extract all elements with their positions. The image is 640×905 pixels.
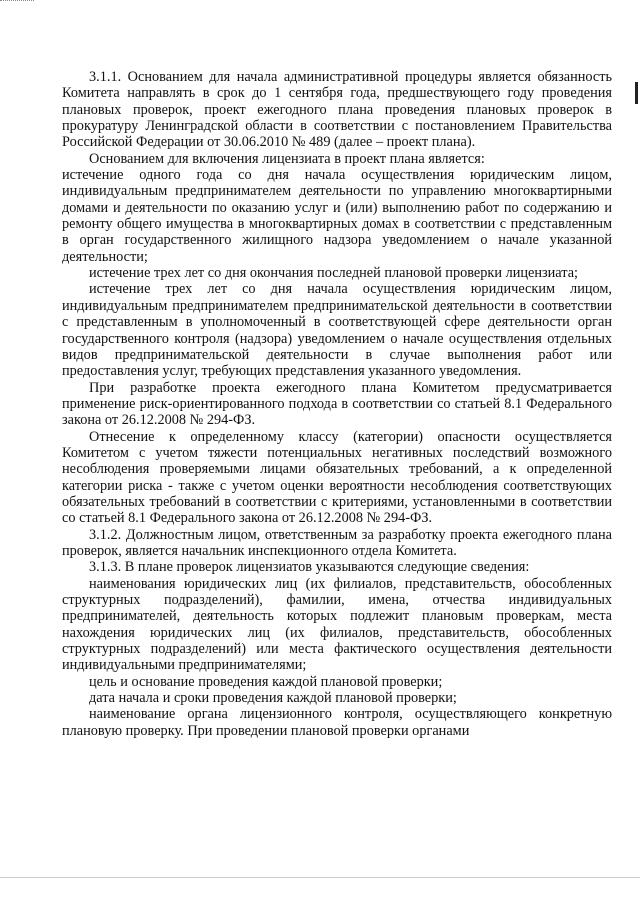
paragraph-ground-one-year: истечение одного года со дня начала осуществления юридическим лицом, индивидуальным предпринимателем деятельности по управлению многоквартирными домами и деятельности по оказанию услуг и (или) выполнению работ по содержанию и ремонту общего имущества в многоквартирных домах в соответствии с представленным в орган государственного жилищного надзора уведомлением о начале указанной деятельности; <box>62 167 612 265</box>
scan-edge-mark <box>635 82 638 104</box>
paragraph-3-1-3: 3.1.3. В плане проверок лицензиатов указываются следующие сведения: <box>89 559 530 576</box>
paragraph-ground-three-years-last-check: истечение трех лет со дня окончания последней плановой проверки лицензиата; <box>89 265 579 282</box>
paragraph-3-1-2: 3.1.2. Должностным лицом, ответственным за разработку проекта ежегодного плана проверок, является начальник инспекционного отдела Комитета. <box>62 526 612 559</box>
paragraph-risk-classification: Отнесение к определенному классу (категории) опасности осуществляется Комитетом с учетом тяжести потенциальных негативных последствий возможного несоблюдения проверяемыми лицами обязательных требований, а к определенной категории риска - также с учетом оценки вероятности несоблюдения соответствующих обязательных требований в соответствии с критериями, установленными в соответствии со статьей 8.1 Федерального закона от 26.12.2008 № 294-ФЗ. <box>62 428 612 527</box>
paragraph-risk-approach: При разработке проекта ежегодного плана Комитетом предусматривается применение риск-ориентированного подхода в соответствии со статьей 8.1 Федерального закона от 26.12.2008 № 294-ФЗ. <box>62 379 612 429</box>
page-bottom-rule <box>0 877 640 878</box>
scan-corner-mark <box>0 0 34 4</box>
document-page <box>62 69 612 739</box>
paragraph-grounds-intro: Основанием для включения лицензиата в проект плана является: <box>89 150 485 167</box>
paragraph-ground-three-years-activity: истечение трех лет со дня начала осуществления юридическим лицом, индивидуальным предпринимателем предпринимательской деятельности в соответствии с представленным в уполномоченный в соответствующей сфере деятельности орган государственного контроля (надзора) уведомлением о начале осуществления отдельных видов предпринимательской деятельности в случае выполнения работ или предоставления услуг, требующих представления указанного уведомления. <box>62 281 612 380</box>
paragraph-plan-dates: дата начала и сроки проведения каждой плановой проверки; <box>89 690 457 707</box>
paragraph-3-1-1: 3.1.1. Основанием для начала административной процедуры является обязанность Комитета направлять в срок до 1 сентября года, предшествующего году проведения плановых проверок, проект ежегодного плана проведения плановых проверок в прокуратуру Ленинградской области в соответствии с постановлением Правительства Российской Федерации от 30.06.2010 № 489 (далее – проект плана). <box>62 69 612 151</box>
paragraph-plan-names: наименования юридических лиц (их филиалов, представительств, обособленных структурных подразделений), фамилии, имена, отчества индивидуальных предпринимателей, деятельность которых подлежит плановым проверкам, места нахождения юридических лиц (их филиалов, представительств, обособленных структурных подразделений) или места фактического осуществления деятельности индивидуальными предпринимателями; <box>62 575 612 674</box>
paragraph-plan-authority: наименование органа лицензионного контроля, осуществляющего конкретную плановую проверку. При проведении плановой проверки органами <box>62 706 612 739</box>
paragraph-plan-purpose: цель и основание проведения каждой плановой проверки; <box>89 673 443 690</box>
